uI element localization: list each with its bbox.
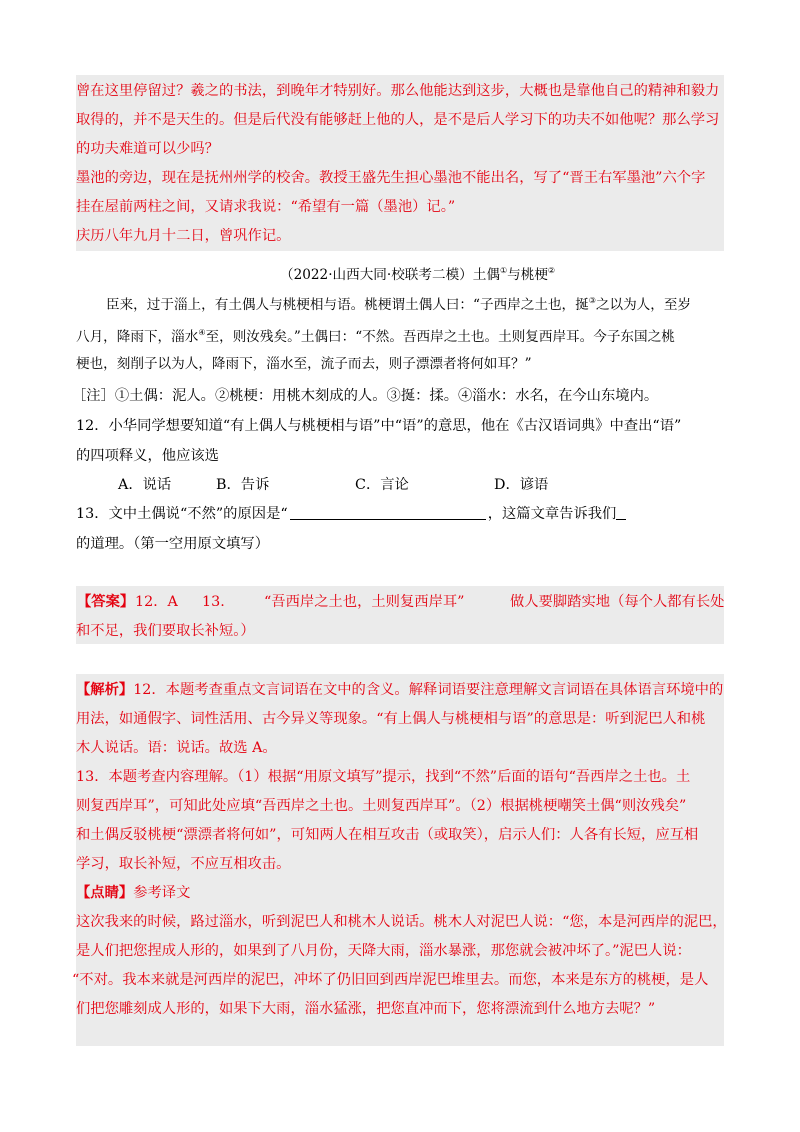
passage-line: 八月，降雨下，淄水④至，则汝残矣。”土偶曰：“不然。吾西岸之土也。土则复西岸耳。今子东国之桃 — [76, 328, 675, 345]
answer-blank[interactable] — [290, 505, 486, 520]
passage-title: （2022·山西大同·校联考二模）土偶①与桃梗② — [280, 266, 556, 283]
answer-line: 和不足，我们要取长补短。） — [76, 623, 255, 639]
passage-source: （2022·山西大同·校联考二模） — [280, 267, 473, 283]
translation-heading: 【点睛】参考译文 — [76, 885, 191, 901]
q12-stem: 的四项释义，他应该选 — [76, 448, 219, 464]
top-passage-line: 的功夫难道可以少吗？ — [76, 141, 219, 157]
q13-stem: 13．文中土偶说“不然”的原因是“ ，这篇文章告诉我们 — [76, 505, 626, 523]
top-passage-line: 挂在屋前两柱之间，又请求我说：“希望有一篇（墨池）记。” — [76, 199, 456, 215]
analysis-line: 学习，取长补短，不应互相攻击。 — [76, 856, 291, 872]
q12-stem: 12．小华同学想要知道“有上偶人与桃梗相与语”中“语”的意思，他在《古汉语词典》中查出“语” — [76, 418, 682, 434]
option-b[interactable]: B．告诉 — [216, 477, 270, 493]
translation-line: “不对。我本来就是河西岸的泥巴，冲坏了仍旧回到西岸泥巴堆里去。而您，本来是东方的桃梗，是人 — [72, 972, 709, 988]
passage-note: ［注］①土偶：泥人。②桃梗：用桃木刻成的人。③挻：揉。④淄水：水名，在今山东境内。 — [72, 388, 659, 404]
q13-stem: 的道理。（第一空用原文填写） — [76, 536, 270, 552]
answer-tag: 【答案】 — [77, 594, 135, 610]
translation-line: 是人们把您捏成人形的，如果到了八月份，天降大雨，淄水暴涨，那您就会被冲坏了。”泥巴人说： — [76, 943, 691, 959]
analysis-tag: 【解析】 — [76, 682, 134, 698]
passage-line: 梗也，刻削子以为人，降雨下，淄水至，流子而去，则子漂漂者将何如耳？” — [76, 356, 532, 372]
top-passage-block — [76, 75, 724, 251]
analysis-line: 和土偶反驳桃梗“漂漂者将何如”，可知两人在相互攻击（或取笑），启示人们：人各有长短，应互相 — [76, 827, 699, 843]
analysis-line: 【解析】12．本题考查重点文言词语在文中的含义。解释词语要注意理解文言词语在具体语言环境中的 — [76, 682, 724, 698]
analysis-line: 13．本题考查内容理解。（1）根据“用原文填写”提示，找到“不然”后面的语句“吾西岸之土也。土 — [76, 769, 691, 785]
top-passage-line: 庆历八年九月十二日，曾巩作记。 — [76, 228, 291, 244]
top-passage-line: 曾在这里停留过？羲之的书法，到晚年才特别好。那么他能达到这步，大概也是靠他自己的精神和毅力 — [76, 83, 720, 99]
translation-tag: 【点睛】 — [76, 885, 134, 901]
option-a[interactable]: A．说话 — [118, 477, 172, 493]
passage-line: 臣来，过于淄上，有土偶人与桃梗相与语。桃梗谓土偶人曰：“子西岸之土也，挻③之以为人，至岁 — [106, 296, 692, 313]
top-passage-line: 墨池的旁边，现在是抚州州学的校舍。教授王盛先生担心墨池不能出名，写了“晋王右军墨池”六个字 — [76, 170, 706, 186]
translation-line: 们把您雕刻成人形的，如果下大雨，淄水猛涨，把您直冲而下，您将漂流到什么地方去呢？” — [76, 1001, 656, 1017]
translation-line: 这次我来的时候，路过淄水，听到泥巴人和桃木人说话。桃木人对泥巴人说：“您，本是河西岸的泥巴， — [76, 914, 727, 930]
analysis-line: 木人说话。语：说话。故选 A。 — [76, 740, 277, 756]
option-d[interactable]: D．谚语 — [494, 477, 549, 493]
top-passage-line: 取得的，并不是天生的。但是后代没有能够赶上他的人，是不是后人学习下的功夫不如他呢？那么学习 — [76, 112, 720, 128]
option-c[interactable]: C．言论 — [355, 477, 409, 493]
analysis-line: 则复西岸耳”，可知此处应填“吾西岸之土也。土则复西岸耳”。（2）根据桃梗嘲笑土偶“则汝残矣” — [76, 798, 687, 814]
answer-blank[interactable] — [616, 505, 626, 520]
analysis-line: 用法，如通假字、词性活用、古今异义等现象。“有上偶人与桃梗相与语”的意思是：听到泥巴人和桃 — [76, 711, 706, 727]
